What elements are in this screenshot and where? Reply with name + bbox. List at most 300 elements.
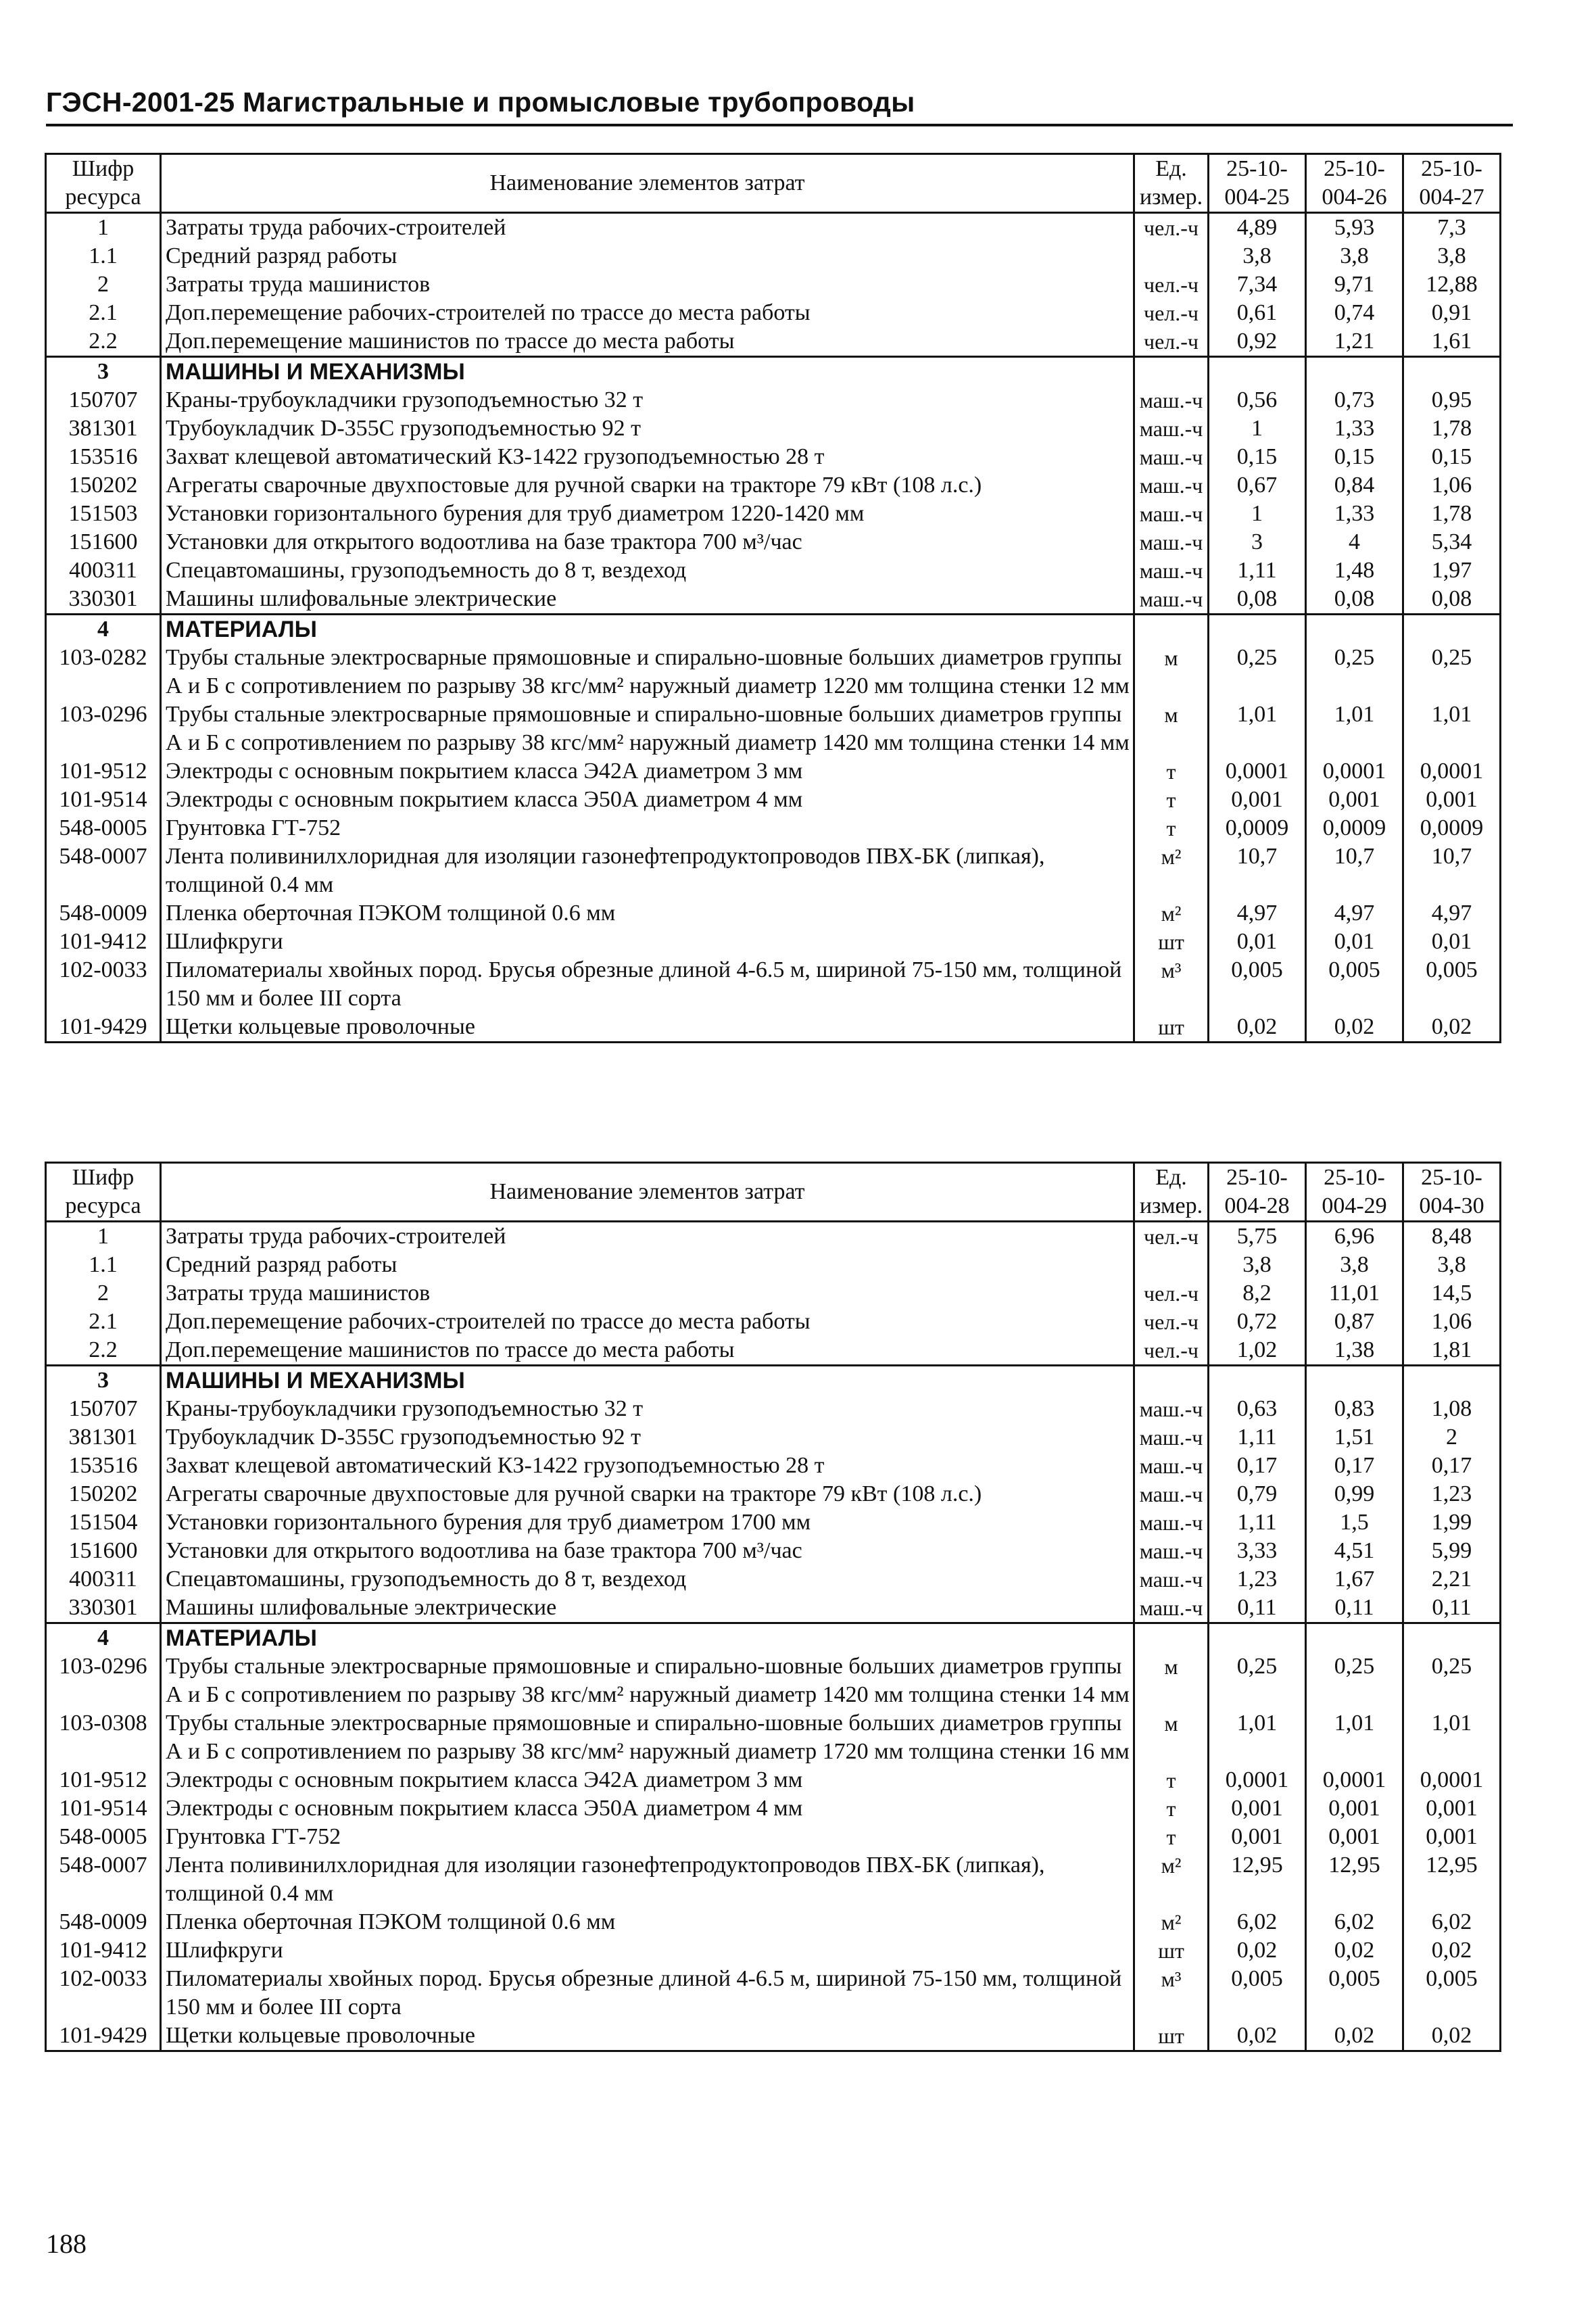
norm-value: 0,001 [1306, 786, 1403, 814]
unit-cell: чел.-ч [1134, 327, 1209, 357]
unit-cell: чел.-ч [1134, 1308, 1209, 1336]
unit-cell: шт [1134, 1936, 1209, 1965]
norm-value: 0,11 [1209, 1594, 1306, 1623]
norm-value: 0,0001 [1306, 1766, 1403, 1794]
norm-value: 1,21 [1306, 327, 1403, 357]
norm-value: 0,001 [1403, 1823, 1501, 1851]
resource-code: 150707 [46, 1395, 161, 1423]
unit-cell: маш.-ч [1134, 1423, 1209, 1452]
resource-name: Средний разряд работы [161, 242, 1134, 270]
table-row [46, 242, 1501, 270]
norm-column-header: 25-10- 004-28 [1209, 1163, 1306, 1222]
norm-value: 3,8 [1306, 242, 1403, 270]
norm-value: 3,8 [1209, 242, 1306, 270]
norm-value: 1,51 [1306, 1423, 1403, 1452]
norm-value: 1,67 [1306, 1565, 1403, 1594]
resource-code: 330301 [46, 1594, 161, 1623]
norm-value: 0,001 [1306, 1823, 1403, 1851]
resource-code: 400311 [46, 556, 161, 585]
unit-cell: м² [1134, 899, 1209, 928]
resource-code: 548-0007 [46, 842, 161, 899]
resource-code: 153516 [46, 1452, 161, 1480]
resource-code: 150707 [46, 386, 161, 414]
code-column-header: Шифр ресурса [46, 154, 161, 213]
table-row [46, 1709, 1501, 1766]
norm-value: 0,17 [1306, 1452, 1403, 1480]
table-row [46, 2022, 1501, 2051]
resource-name: Шлифкруги [161, 1936, 1134, 1965]
norm-value: 2,21 [1403, 1565, 1501, 1594]
norm-value: 0,67 [1209, 471, 1306, 500]
norm-column-header: 25-10- 004-26 [1306, 154, 1403, 213]
resource-name: Грунтовка ГТ-752 [161, 1823, 1134, 1851]
resource-code: 400311 [46, 1565, 161, 1594]
norm-value: 1,5 [1306, 1508, 1403, 1537]
norm-value: 0,15 [1306, 443, 1403, 471]
table-row [46, 1965, 1501, 2022]
norm-value: 4,89 [1209, 213, 1306, 243]
norm-column-header: 25-10- 004-29 [1306, 1163, 1403, 1222]
resource-name: Установки горизонтального бурения для труб диаметром 1220-1420 мм [161, 500, 1134, 528]
table-row [46, 1537, 1501, 1565]
norm-value: 0,91 [1403, 299, 1501, 327]
resource-code: 548-0009 [46, 899, 161, 928]
unit-cell: маш.-ч [1134, 1480, 1209, 1508]
unit-cell: т [1134, 814, 1209, 842]
norm-value: 0,02 [1209, 1013, 1306, 1043]
unit-cell: шт [1134, 1013, 1209, 1043]
resource-name: Агрегаты сварочные двухпостовые для ручной сварки на тракторе 79 кВт (108 л.с.) [161, 1480, 1134, 1508]
resource-name: Краны-трубоукладчики грузоподъемностью 32 т [161, 386, 1134, 414]
norm-value: 0,72 [1209, 1308, 1306, 1336]
unit-cell [1134, 242, 1209, 270]
norm-column-header: 25-10- 004-30 [1403, 1163, 1501, 1222]
resource-name: Спецавтомашины, грузоподъемность до 8 т, вездеход [161, 556, 1134, 585]
norm-value: 1,01 [1209, 700, 1306, 757]
norm-value: 0,001 [1209, 786, 1306, 814]
unit-cell: маш.-ч [1134, 585, 1209, 615]
table-row [46, 814, 1501, 842]
unit-cell: м² [1134, 842, 1209, 899]
norm-value: 0,005 [1306, 956, 1403, 1013]
norm-value: 10,7 [1209, 842, 1306, 899]
norm-value: 1,23 [1209, 1565, 1306, 1594]
resource-code: 101-9429 [46, 1013, 161, 1043]
resource-name: Пиломатериалы хвойных пород. Брусья обрезные длиной 4-6.5 м, шириной 75-150 мм, толщиной 150 мм и более III сорта [161, 956, 1134, 1013]
resource-code: 548-0005 [46, 814, 161, 842]
table-row [46, 386, 1501, 414]
resource-code: 103-0296 [46, 1652, 161, 1709]
resource-code: 548-0005 [46, 1823, 161, 1851]
resource-code: 1.1 [46, 1251, 161, 1279]
resource-name: Электроды с основным покрытием класса Э50А диаметром 4 мм [161, 1794, 1134, 1823]
table-row [46, 1936, 1501, 1965]
resource-name: Пленка оберточная ПЭКОМ толщиной 0.6 мм [161, 1908, 1134, 1936]
norm-value: 1 [1209, 500, 1306, 528]
resource-code: 381301 [46, 1423, 161, 1452]
norm-value: 0,17 [1209, 1452, 1306, 1480]
norm-value: 0,02 [1306, 1013, 1403, 1043]
norm-value: 0,99 [1306, 1480, 1403, 1508]
unit-cell: т [1134, 1823, 1209, 1851]
resource-name: МАШИНЫ И МЕХАНИЗМЫ [161, 1366, 1134, 1395]
norm-value: 0,02 [1306, 1936, 1403, 1965]
unit-cell: маш.-ч [1134, 1508, 1209, 1537]
table-row [46, 500, 1501, 528]
norm-value: 0,001 [1306, 1794, 1403, 1823]
resource-name: Трубоукладчик D-355C грузоподъемностью 92 т [161, 1423, 1134, 1452]
resource-name: Лента поливинилхлоридная для изоляции газонефтепродуктопроводов ПВХ-БК (липкая), толщиной 0.4 мм [161, 1851, 1134, 1908]
norm-value: 0,02 [1403, 2022, 1501, 2051]
resource-name: Средний разряд работы [161, 1251, 1134, 1279]
norm-value: 0,73 [1306, 386, 1403, 414]
resource-name: Щетки кольцевые проволочные [161, 1013, 1134, 1043]
norm-value: 3,8 [1209, 1251, 1306, 1279]
norm-value: 0,84 [1306, 471, 1403, 500]
table-row [46, 213, 1501, 243]
resource-code: 4 [46, 1623, 161, 1653]
unit-cell: м³ [1134, 1965, 1209, 2022]
resource-name: Пиломатериалы хвойных пород. Брусья обрезные длиной 4-6.5 м, шириной 75-150 мм, толщиной 150 мм и более III сорта [161, 1965, 1134, 2022]
resource-name: Установки для открытого водоотлива на базе трактора 700 м³/час [161, 1537, 1134, 1565]
norm-value: 0,0001 [1209, 757, 1306, 786]
resource-code: 1 [46, 1222, 161, 1251]
resource-name: Грунтовка ГТ-752 [161, 814, 1134, 842]
section-row [46, 1623, 1501, 1653]
table-row [46, 443, 1501, 471]
unit-cell: чел.-ч [1134, 270, 1209, 299]
unit-cell: шт [1134, 2022, 1209, 2051]
resource-code: 151600 [46, 528, 161, 556]
norm-column-header: 25-10- 004-27 [1403, 154, 1501, 213]
norm-value: 7,34 [1209, 270, 1306, 299]
norm-value: 0,0009 [1306, 814, 1403, 842]
norm-value: 0,25 [1306, 1652, 1403, 1709]
norm-value: 1,01 [1403, 700, 1501, 757]
resource-code: 2.1 [46, 1308, 161, 1336]
norm-value: 1,01 [1306, 700, 1403, 757]
norm-value: 0,005 [1403, 956, 1501, 1013]
norm-value: 0,02 [1403, 1013, 1501, 1043]
norm-value: 4 [1306, 528, 1403, 556]
table-row [46, 757, 1501, 786]
table-row [46, 1851, 1501, 1908]
norm-value: 3,33 [1209, 1537, 1306, 1565]
resource-name: Трубы стальные электросварные прямошовные и спирально-шовные больших диаметров группы А и Б с сопротивлением по разрыву 38 кгс/мм² наружный диаметр 1720 мм толщина стенки 16 мм [161, 1709, 1134, 1766]
norm-value: 11,01 [1306, 1279, 1403, 1308]
norm-value: 6,02 [1306, 1908, 1403, 1936]
page-header [46, 87, 1513, 126]
norm-value: 0,0001 [1403, 757, 1501, 786]
norm-value: 1,01 [1209, 1709, 1306, 1766]
unit-cell: маш.-ч [1134, 500, 1209, 528]
norm-value: 0,15 [1403, 443, 1501, 471]
norm-value: 5,75 [1209, 1222, 1306, 1251]
resource-code: 101-9514 [46, 786, 161, 814]
unit-cell: м² [1134, 1908, 1209, 1936]
resource-code: 1 [46, 213, 161, 243]
norm-value: 0,08 [1209, 585, 1306, 615]
norm-value: 5,99 [1403, 1537, 1501, 1565]
norm-value: 1,02 [1209, 1336, 1306, 1366]
unit-column-header: Ед. измер. [1134, 154, 1209, 213]
resource-code: 548-0009 [46, 1908, 161, 1936]
table-header-row [46, 154, 1501, 213]
resource-code: 2.1 [46, 299, 161, 327]
resource-code: 330301 [46, 585, 161, 615]
norm-value: 0,25 [1403, 1652, 1501, 1709]
norm-value: 0,15 [1209, 443, 1306, 471]
norm-value: 0,25 [1306, 644, 1403, 700]
table-row [46, 1279, 1501, 1308]
unit-cell: м [1134, 1652, 1209, 1709]
resource-name: МАТЕРИАЛЫ [161, 615, 1134, 644]
unit-column-header: Ед. измер. [1134, 1163, 1209, 1222]
unit-cell: шт [1134, 928, 1209, 956]
norm-value: 0,79 [1209, 1480, 1306, 1508]
resource-name: Установки для открытого водоотлива на базе трактора 700 м³/час [161, 528, 1134, 556]
unit-cell: маш.-ч [1134, 1594, 1209, 1623]
norm-value: 1,11 [1209, 556, 1306, 585]
unit-cell: т [1134, 757, 1209, 786]
resource-code: 151600 [46, 1537, 161, 1565]
norm-value: 0,0001 [1403, 1766, 1501, 1794]
norm-value: 0,005 [1403, 1965, 1501, 2022]
table-row [46, 299, 1501, 327]
norm-value [1403, 615, 1501, 644]
norm-value: 1,38 [1306, 1336, 1403, 1366]
norm-value: 0,92 [1209, 327, 1306, 357]
norm-value: 1,11 [1209, 1423, 1306, 1452]
resource-code: 381301 [46, 414, 161, 443]
resource-name: Пленка оберточная ПЭКОМ толщиной 0.6 мм [161, 899, 1134, 928]
norm-value: 5,34 [1403, 528, 1501, 556]
norm-value [1209, 1366, 1306, 1395]
norm-value: 4,97 [1209, 899, 1306, 928]
norm-value: 1,99 [1403, 1508, 1501, 1537]
table-row [46, 471, 1501, 500]
resource-code: 2 [46, 1279, 161, 1308]
resource-name: Лента поливинилхлоридная для изоляции газонефтепродуктопроводов ПВХ-БК (липкая), толщиной 0.4 мм [161, 842, 1134, 899]
unit-cell: м² [1134, 1851, 1209, 1908]
norm-value: 1,23 [1403, 1480, 1501, 1508]
unit-cell: м [1134, 700, 1209, 757]
table-row [46, 1013, 1501, 1043]
norm-value: 5,93 [1306, 213, 1403, 243]
norm-value [1306, 1623, 1403, 1653]
resource-code: 3 [46, 357, 161, 387]
norm-value: 1,11 [1209, 1508, 1306, 1537]
norm-value: 7,3 [1403, 213, 1501, 243]
norm-value: 12,88 [1403, 270, 1501, 299]
norm-value: 3,8 [1403, 1251, 1501, 1279]
unit-cell: м [1134, 1709, 1209, 1766]
unit-cell [1134, 1251, 1209, 1279]
section-row [46, 1366, 1501, 1395]
norm-value [1306, 357, 1403, 387]
norm-value: 0,11 [1306, 1594, 1403, 1623]
table-row [46, 1652, 1501, 1709]
resource-code: 2.2 [46, 1336, 161, 1366]
norm-value: 0,001 [1403, 786, 1501, 814]
resource-name: Шлифкруги [161, 928, 1134, 956]
table-row [46, 1336, 1501, 1366]
table-row [46, 1251, 1501, 1279]
resource-name: Электроды с основным покрытием класса Э42А диаметром 3 мм [161, 1766, 1134, 1794]
norm-value: 14,5 [1403, 1279, 1501, 1308]
page-number: 188 [46, 2228, 87, 2259]
norm-value [1403, 1623, 1501, 1653]
section-row [46, 357, 1501, 387]
resource-code: 4 [46, 615, 161, 644]
unit-cell: маш.-ч [1134, 1537, 1209, 1565]
norm-value: 0,25 [1403, 644, 1501, 700]
resource-name: Краны-трубоукладчики грузоподъемностью 32 т [161, 1395, 1134, 1423]
unit-cell: чел.-ч [1134, 213, 1209, 243]
norm-value: 0,001 [1403, 1794, 1501, 1823]
resource-name: МАШИНЫ И МЕХАНИЗМЫ [161, 357, 1134, 387]
norm-value: 0,25 [1209, 1652, 1306, 1709]
norm-value: 10,7 [1403, 842, 1501, 899]
norm-column-header: 25-10- 004-25 [1209, 154, 1306, 213]
resource-name: Электроды с основным покрытием класса Э50А диаметром 4 мм [161, 786, 1134, 814]
unit-cell [1134, 1366, 1209, 1395]
norm-value: 8,48 [1403, 1222, 1501, 1251]
unit-cell: маш.-ч [1134, 1452, 1209, 1480]
table-row [46, 1908, 1501, 1936]
resource-name: Спецавтомашины, грузоподъемность до 8 т, вездеход [161, 1565, 1134, 1594]
norm-value: 12,95 [1306, 1851, 1403, 1908]
norm-value: 0,02 [1209, 1936, 1306, 1965]
resource-name: Доп.перемещение рабочих-строителей по трассе до места работы [161, 299, 1134, 327]
unit-cell: т [1134, 1794, 1209, 1823]
resource-code: 101-9412 [46, 1936, 161, 1965]
page-title: ГЭСН-2001-25 Магистральные и промысловые трубопроводы [46, 87, 915, 118]
resource-code: 3 [46, 1366, 161, 1395]
norm-value: 0,01 [1306, 928, 1403, 956]
norm-value: 0,87 [1306, 1308, 1403, 1336]
norm-value: 1,06 [1403, 1308, 1501, 1336]
resource-name: Трубы стальные электросварные прямошовные и спирально-шовные больших диаметров группы А и Б с сопротивлением по разрыву 38 кгс/мм² наружный диаметр 1420 мм толщина стенки 14 мм [161, 1652, 1134, 1709]
resource-code: 1.1 [46, 242, 161, 270]
resource-code: 151503 [46, 500, 161, 528]
resource-name: Захват клещевой автоматический КЗ-1422 грузоподъемностью 28 т [161, 443, 1134, 471]
resource-code: 101-9412 [46, 928, 161, 956]
resource-code: 150202 [46, 1480, 161, 1508]
unit-cell: т [1134, 1766, 1209, 1794]
unit-cell [1134, 1623, 1209, 1653]
norm-value: 0,001 [1209, 1794, 1306, 1823]
resource-name: Захват клещевой автоматический КЗ-1422 грузоподъемностью 28 т [161, 1452, 1134, 1480]
resource-name: Агрегаты сварочные двухпостовые для ручной сварки на тракторе 79 кВт (108 л.с.) [161, 471, 1134, 500]
norm-value: 3 [1209, 528, 1306, 556]
resource-code: 103-0282 [46, 644, 161, 700]
table-row [46, 1222, 1501, 1251]
resource-name: Затраты труда машинистов [161, 270, 1134, 299]
resource-name: Доп.перемещение рабочих-строителей по трассе до места работы [161, 1308, 1134, 1336]
resource-code: 103-0308 [46, 1709, 161, 1766]
unit-cell: маш.-ч [1134, 471, 1209, 500]
table-row [46, 1794, 1501, 1823]
norm-value: 1,97 [1403, 556, 1501, 585]
unit-cell: маш.-ч [1134, 556, 1209, 585]
resource-code: 150202 [46, 471, 161, 500]
name-column-header: Наименование элементов затрат [161, 154, 1134, 213]
resource-name: Машины шлифовальные электрические [161, 1594, 1134, 1623]
unit-cell [1134, 615, 1209, 644]
resource-code: 101-9512 [46, 757, 161, 786]
table-row [46, 556, 1501, 585]
table-row [46, 1452, 1501, 1480]
norm-value: 1,33 [1306, 500, 1403, 528]
norm-value: 4,51 [1306, 1537, 1403, 1565]
table-row [46, 928, 1501, 956]
table-row [46, 786, 1501, 814]
norm-value: 0,08 [1403, 585, 1501, 615]
norm-value [1306, 1366, 1403, 1395]
resource-name: Затраты труда рабочих-строителей [161, 213, 1134, 243]
resource-name: Установки горизонтального бурения для труб диаметром 1700 мм [161, 1508, 1134, 1537]
table-row [46, 899, 1501, 928]
table-row [46, 1766, 1501, 1794]
norms-table-2 [45, 1162, 1501, 2052]
norm-value: 1,33 [1306, 414, 1403, 443]
norm-value: 0,01 [1403, 928, 1501, 956]
norm-value: 0,95 [1403, 386, 1501, 414]
resource-code: 101-9514 [46, 1794, 161, 1823]
resource-code: 101-9512 [46, 1766, 161, 1794]
resource-code: 151504 [46, 1508, 161, 1537]
resource-name: Затраты труда машинистов [161, 1279, 1134, 1308]
name-column-header: Наименование элементов затрат [161, 1163, 1134, 1222]
norm-value: 0,11 [1403, 1594, 1501, 1623]
norm-value: 0,61 [1209, 299, 1306, 327]
resource-code: 102-0033 [46, 1965, 161, 2022]
norm-value: 4,97 [1306, 899, 1403, 928]
table-row [46, 956, 1501, 1013]
norm-value: 0,74 [1306, 299, 1403, 327]
norm-value: 1 [1209, 414, 1306, 443]
norm-value: 1,78 [1403, 500, 1501, 528]
norm-value: 0,005 [1209, 1965, 1306, 2022]
resource-name: Электроды с основным покрытием класса Э42А диаметром 3 мм [161, 757, 1134, 786]
table-row [46, 528, 1501, 556]
norm-value: 0,01 [1209, 928, 1306, 956]
table-row [46, 1480, 1501, 1508]
unit-cell: чел.-ч [1134, 1336, 1209, 1366]
resource-code: 153516 [46, 443, 161, 471]
norm-value: 6,02 [1403, 1908, 1501, 1936]
table-row [46, 842, 1501, 899]
norm-value: 3,8 [1403, 242, 1501, 270]
norm-value [1306, 615, 1403, 644]
norm-value: 1,81 [1403, 1336, 1501, 1366]
table-row [46, 1423, 1501, 1452]
norm-value: 1,08 [1403, 1395, 1501, 1423]
resource-code: 548-0007 [46, 1851, 161, 1908]
resource-name: МАТЕРИАЛЫ [161, 1623, 1134, 1653]
norm-value: 0,02 [1403, 1936, 1501, 1965]
table-row [46, 270, 1501, 299]
table-row [46, 1508, 1501, 1537]
norm-value: 1,01 [1403, 1709, 1501, 1766]
unit-cell: маш.-ч [1134, 528, 1209, 556]
unit-cell: чел.-ч [1134, 1279, 1209, 1308]
resource-name: Машины шлифовальные электрические [161, 585, 1134, 615]
norm-value: 0,02 [1209, 2022, 1306, 2051]
norm-value: 1,48 [1306, 556, 1403, 585]
norm-value: 0,0009 [1209, 814, 1306, 842]
